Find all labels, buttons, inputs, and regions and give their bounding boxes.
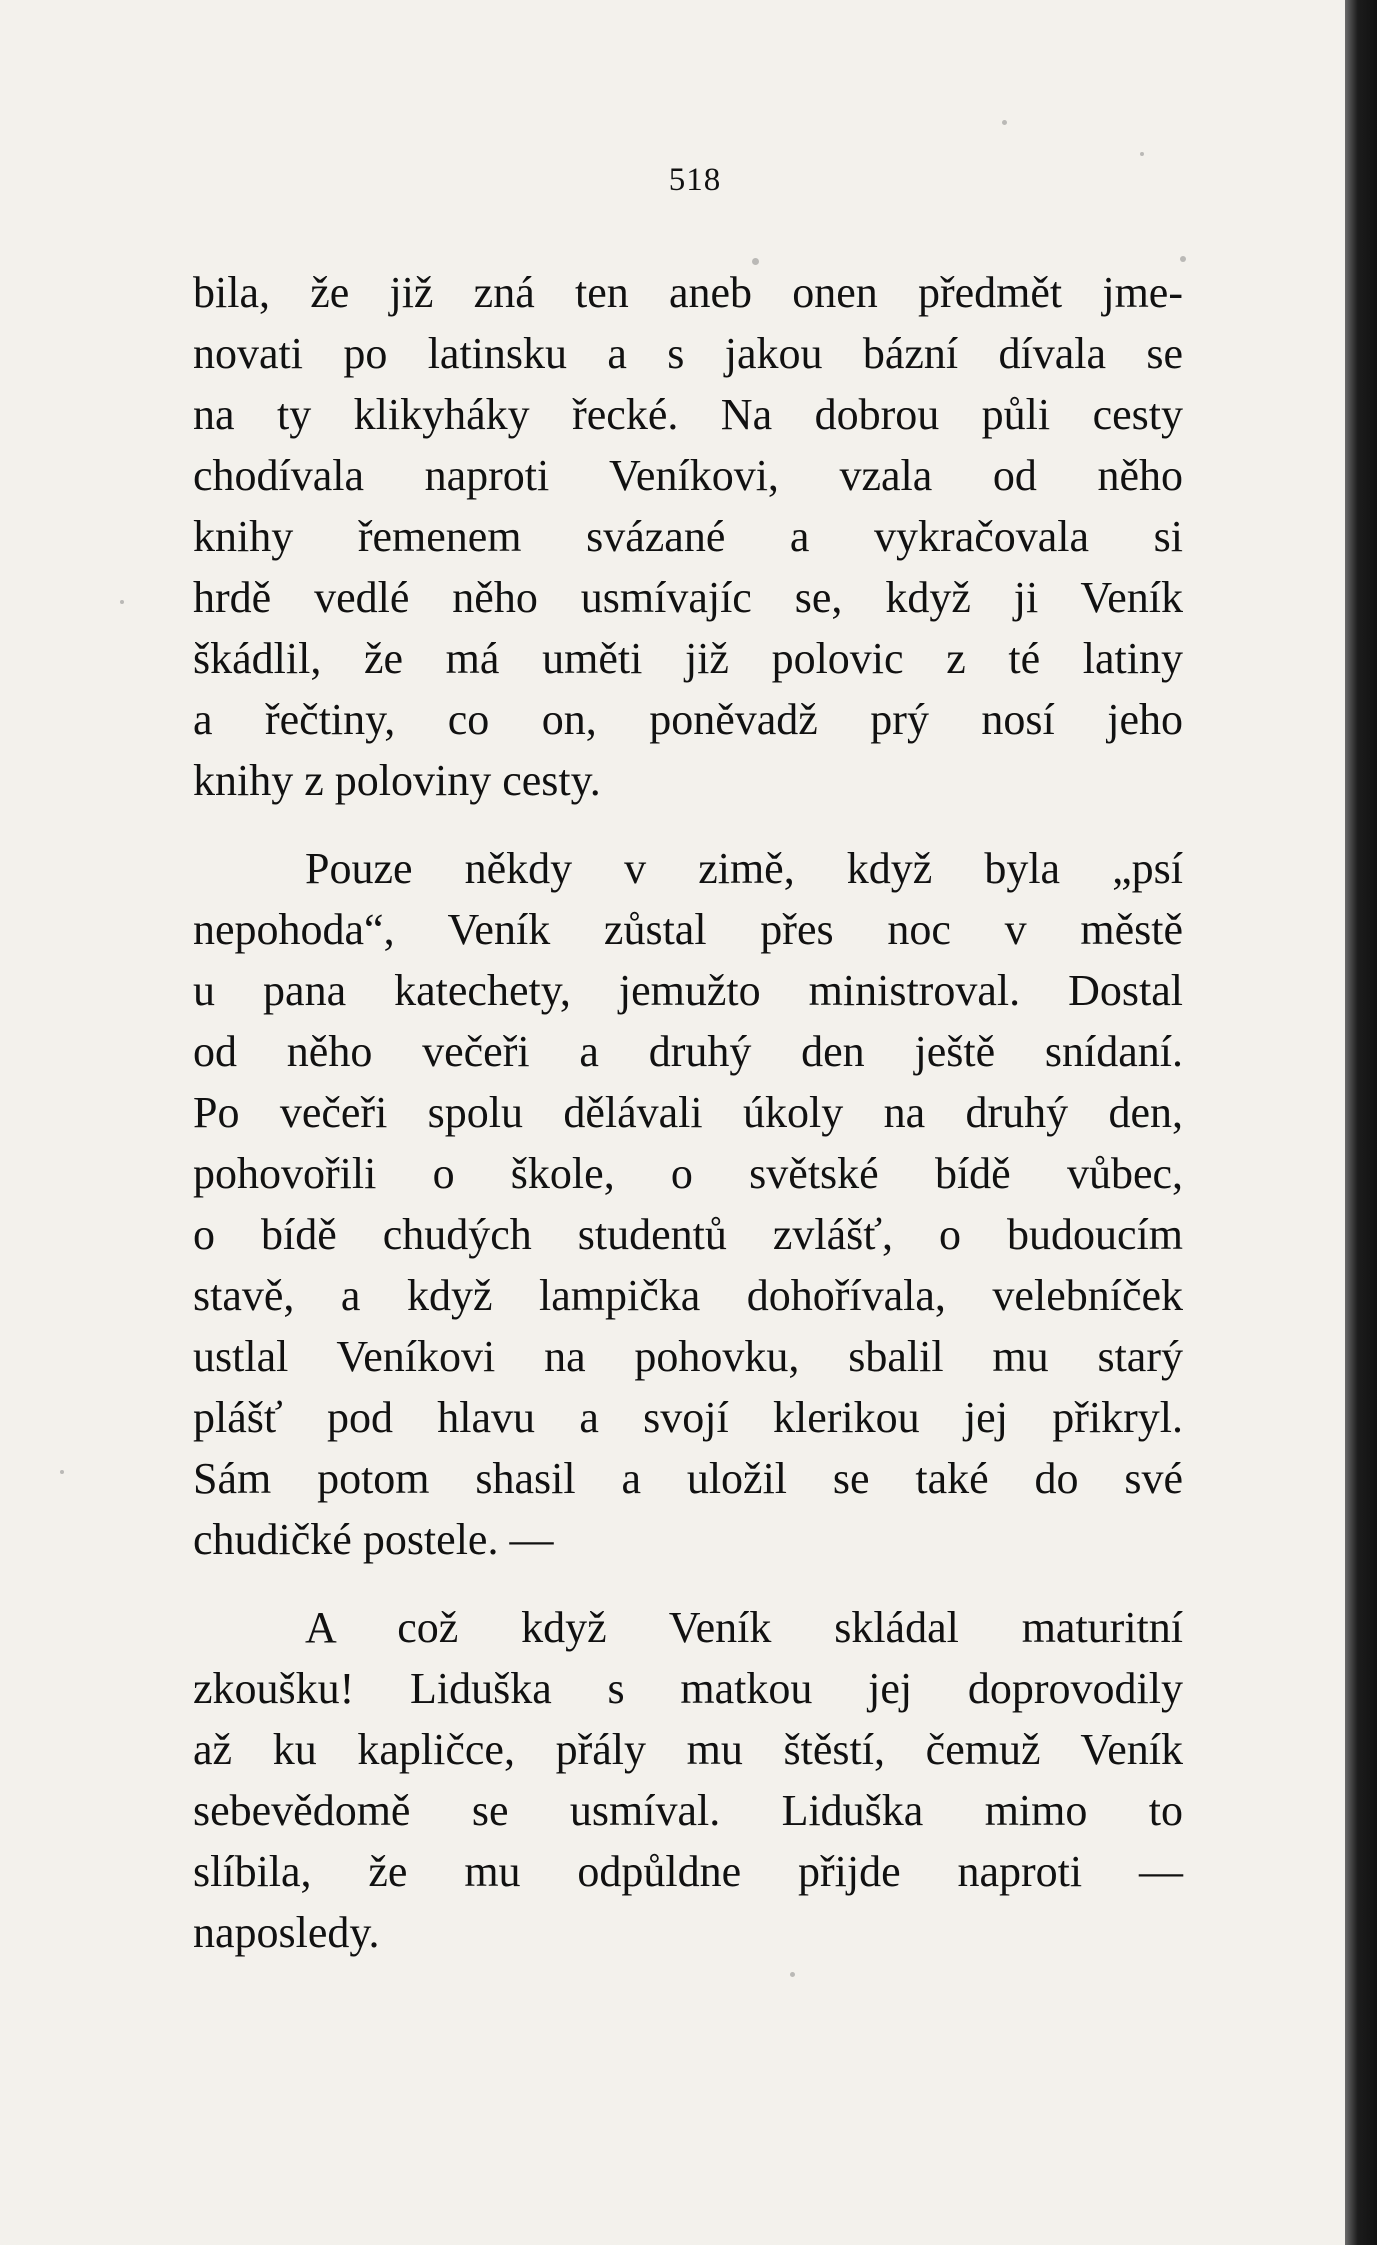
- print-speck: [1140, 152, 1144, 156]
- body-text: [193, 262, 1183, 1963]
- paragraph: [193, 838, 1183, 1570]
- text-line: chudičké postele. —: [193, 1515, 554, 1564]
- text-line: ustlal Veníkovi na pohovku, sbalil mu starý: [193, 1332, 1183, 1381]
- text-line: plášť pod hlavu a svojí klerikou jej přikryl.: [193, 1393, 1183, 1442]
- text-line: Sám potom shasil a uložil se také do své: [193, 1454, 1183, 1503]
- text-line: A což když Veník skládal maturitní: [305, 1603, 1183, 1652]
- page-number: 518: [668, 162, 722, 198]
- text-line: o bídě chudých studentů zvlášť, o budoucím: [193, 1210, 1183, 1259]
- text-line: zkoušku! Liduška s matkou jej doprovodily: [193, 1664, 1183, 1713]
- text-line: naposledy.: [193, 1908, 380, 1957]
- print-speck: [120, 600, 124, 604]
- paragraph: [193, 1597, 1183, 1963]
- text-line: chodívala naproti Veníkovi, vzala od něho: [193, 451, 1183, 500]
- text-line: knihy z poloviny cesty.: [193, 756, 601, 805]
- text-line: sebevědomě se usmíval. Liduška mimo to: [193, 1786, 1183, 1835]
- scan-edge-shadow: [1345, 0, 1377, 2245]
- paragraph: [193, 262, 1183, 811]
- text-line: u pana katechety, jemužto ministroval. Dostal: [193, 966, 1183, 1015]
- text-line: až ku kapličce, přály mu štěstí, čemuž Veník: [193, 1725, 1183, 1774]
- text-line: a řečtiny, co on, poněvadž prý nosí jeho: [193, 695, 1183, 744]
- text-line: pohovořili o škole, o světské bídě vůbec,: [193, 1149, 1183, 1198]
- print-speck: [1002, 120, 1007, 125]
- text-line: nepohoda“, Veník zůstal přes noc v městě: [193, 905, 1183, 954]
- print-speck: [790, 1972, 795, 1977]
- print-speck: [60, 1470, 64, 1474]
- text-line: škádlil, že má uměti již polovic z té latiny: [193, 634, 1183, 683]
- text-line: slíbila, že mu odpůldne přijde naproti —: [193, 1847, 1183, 1896]
- text-line: Pouze někdy v zimě, když byla „psí: [305, 844, 1183, 893]
- text-line: bila, že již zná ten aneb onen předmět jme-: [193, 268, 1183, 317]
- text-line: na ty klikyháky řecké. Na dobrou půli cesty: [193, 390, 1183, 439]
- text-line: Po večeři spolu dělávali úkoly na druhý den,: [193, 1088, 1183, 1137]
- text-line: hrdě vedlé něho usmívajíc se, když ji Veník: [193, 573, 1183, 622]
- text-line: knihy řemenem svázané a vykračovala si: [193, 512, 1183, 561]
- paragraph-gap: [193, 811, 1183, 838]
- text-line: stavě, a když lampička dohořívala, velebníček: [193, 1271, 1183, 1320]
- paragraph-gap: [193, 1570, 1183, 1597]
- text-line: novati po latinsku a s jakou bázní dívala se: [193, 329, 1183, 378]
- text-line: od něho večeři a druhý den ještě snídaní.: [193, 1027, 1183, 1076]
